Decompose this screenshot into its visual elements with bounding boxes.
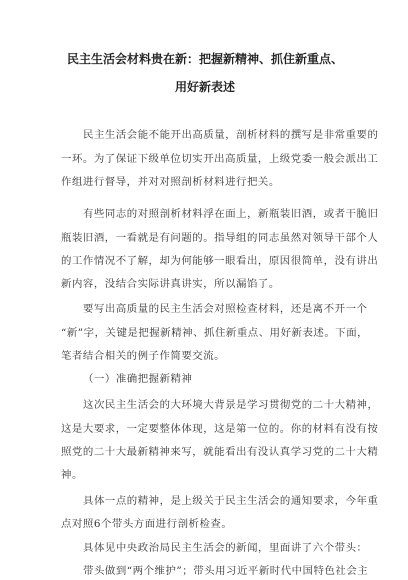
paragraph-line: 具体见中央政治局民主生活会的新闻，里面讲了六个带头： xyxy=(83,542,368,554)
paragraph-line: 一环。为了保证下级单位切实开出高质量，上级党委一般会派出工 xyxy=(61,153,379,165)
paragraph-line: 作组进行督导，并对对照剖析材料进行把关。 xyxy=(61,176,280,188)
section-heading: （一）准确把握新精神 xyxy=(83,373,193,385)
paragraph-line: 具体一点的精神，是上级关于民主生活会的通知要求，今年重 xyxy=(83,495,379,507)
document-title-line-1: 民主生活会材料贵在新：把握新精神、抓住新重点、 xyxy=(66,52,343,66)
paragraph-line: 笔者结合相关的例子作简要交流。 xyxy=(61,350,226,362)
paragraph-line: 的工作情况不了解，却为何能够一眼看出，原因很简单，没有讲出 xyxy=(61,255,379,267)
paragraph-line: 民主生活会能不能开出高质量，剖析材料的撰写是非常重要的 xyxy=(83,129,379,141)
paragraph-line: 神。 xyxy=(61,469,83,481)
paragraph-line: 这次民主生活会的大环境大背景是学习贯彻党的二十大精神， xyxy=(83,399,379,411)
paragraph-line: 带头做到“两个维护”；带头用习近平新时代中国特色社会主 xyxy=(83,565,369,577)
document-title-line-2: 用好新表述 xyxy=(174,80,235,94)
paragraph-line: 这是大要求，一定要整体体现，这是第一位的。你的材料有没有按 xyxy=(61,423,379,435)
paragraph-line: 要写出高质量的民主生活会对照检查材料，还是离不开一个 xyxy=(83,303,368,315)
paragraph-line: 有些同志的对照剖析材料浮在面上，新瓶装旧酒，或者干脆旧 xyxy=(83,208,379,220)
paragraph-line: 瓶装旧酒，一看就是有问题的。指导组的同志虽然对领导干部个人 xyxy=(61,232,379,244)
paragraph-line: 新内容，没结合实际讲真讲实，所以漏馅了。 xyxy=(61,278,280,290)
paragraph-line: 点对照6个带头方面进行剖析检查。 xyxy=(61,518,233,530)
paragraph-line: “新”字，关键是把握新精神、抓住新重点、用好新表述。下面， xyxy=(61,327,369,339)
paragraph-line: 照党的二十大最新精神来写，就能看出有没认真学习党的二十大精 xyxy=(61,446,379,458)
